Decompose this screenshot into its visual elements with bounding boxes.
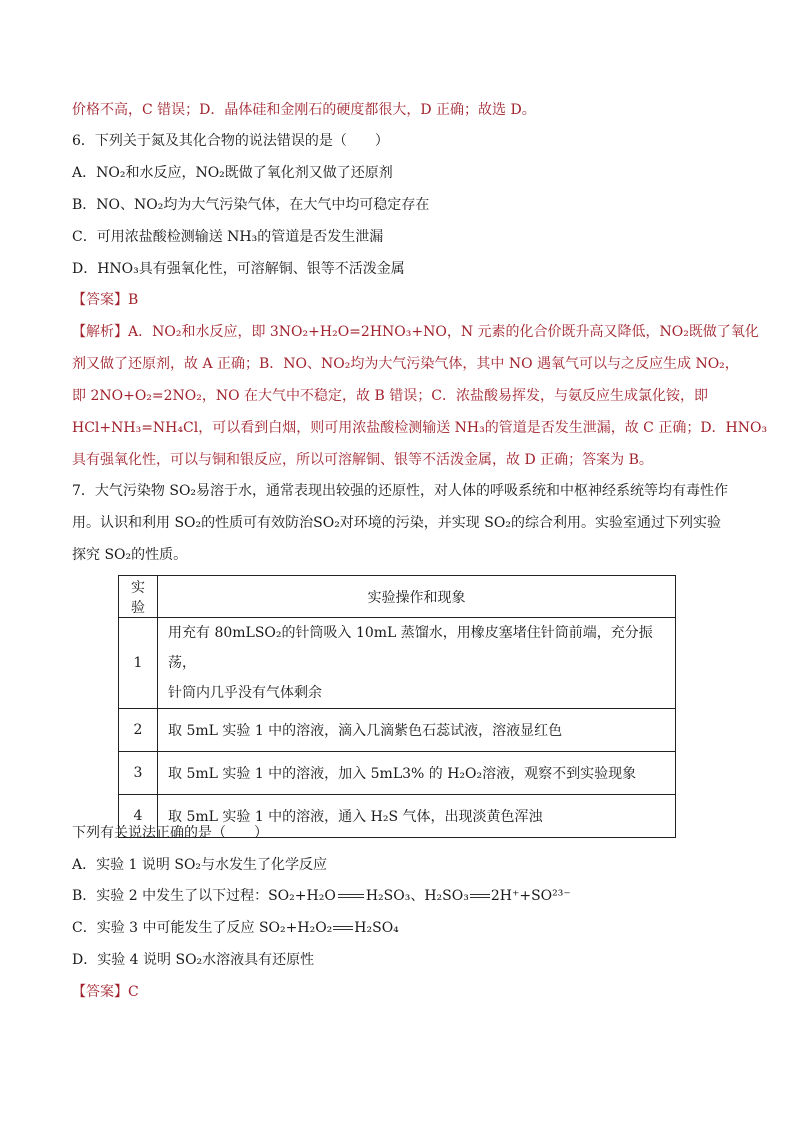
- q7-option-c: C．实验 3 中可能发生了反应 SO₂+H₂O₂ H₂SO₄: [72, 920, 399, 936]
- q6-analysis-line-3: 即 2NO+O₂=2NO₂，NO 在大气中不稳定，故 B 错误；C．浓盐酸易挥发，与氨反应生成氯化铵，即: [72, 388, 708, 404]
- q6-analysis-line-5: 具有强氧化性，可以与铜和银反应，所以可溶解铜、银等不活泼金属，故 D 正确；答案为 B。: [72, 452, 653, 468]
- q6-option-d: D．HNO₃具有强氧化性，可溶解铜、银等不活泼金属: [72, 261, 405, 277]
- answer-value: B: [128, 292, 139, 308]
- q6-option-b: B．NO、NO₂均为大气污染气体，在大气中均可稳定存在: [72, 197, 430, 213]
- q7-stem-line-3: 探究 SO₂的性质。: [72, 547, 188, 563]
- row-number: 2: [119, 709, 158, 752]
- q7-stem-line-2: 用。认识和利用 SO₂的性质可有效防治SO₂对环境的污染，并实现 SO₂的综合利用。实验室通过下列实验: [72, 515, 721, 531]
- q6-stem: 6．下列关于氮及其化合物的说法错误的是（ ）: [72, 133, 389, 149]
- q7-option-d: D．实验 4 说明 SO₂水溶液具有还原性: [72, 952, 315, 968]
- header-experiment: 实验: [119, 576, 158, 618]
- q6-analysis-line-1: 【解析】A．NO₂和水反应，即 3NO₂+H₂O=2HNO₃+NO，N 元素的化合价既升高又降低，NO₂既做了氧化: [72, 324, 759, 340]
- answer-value: C: [128, 984, 139, 1000]
- experiment-table: [118, 575, 676, 838]
- header-operation: 实验操作和现象: [158, 576, 676, 618]
- analysis-label: 【解析】: [72, 324, 128, 340]
- q7-question: 下列有关说法正确的是（ ）: [72, 825, 268, 841]
- answer-label: 【答案】: [72, 984, 128, 1000]
- q7-option-b: B．实验 2 中发生了以下过程：SO₂+H₂O H₂SO₃、H₂SO₃ 2H⁺+SO²³⁻: [72, 888, 571, 904]
- row-text: 用充有 80mLSO₂的针筒吸入 10mL 蒸馏水，用橡皮塞堵住针筒前端，充分振荡， 针筒内几乎没有气体剩余: [158, 618, 676, 709]
- q7-option-a: A．实验 1 说明 SO₂与水发生了化学反应: [72, 857, 328, 873]
- row-number: 4: [119, 795, 158, 838]
- q7-stem-line-1: 7．大气污染物 SO₂易溶于水，通常表现出较强的还原性，对人体的呼吸系统和中枢神经系统等均有毒性作: [72, 483, 729, 499]
- q6-analysis-line-4: HCl+NH₃=NH₄Cl，可以看到白烟，则可用浓盐酸检测输送 NH₃的管道是否发生泄漏，故 C 正确；D．HNO₃: [72, 420, 768, 436]
- q6-option-c: C．可用浓盐酸检测输送 NH₃的管道是否发生泄漏: [72, 229, 384, 245]
- q6-analysis-line-2: 剂又做了还原剂，故 A 正确；B．NO、NO₂均为大气污染气体，其中 NO 遇氧气可以与之反应生成 NO₂，: [72, 356, 739, 372]
- row-text: 取 5mL 实验 1 中的溶液，滴入几滴紫色石蕊试液，溶液显红色: [158, 709, 676, 752]
- q6-option-a: A．NO₂和水反应，NO₂既做了氧化剂又做了还原剂: [72, 165, 393, 181]
- table-row: [119, 709, 676, 752]
- reversible-arrow: [338, 894, 364, 898]
- equals-sign: [470, 894, 490, 898]
- answer-label: 【答案】: [72, 292, 128, 308]
- table-row: [119, 752, 676, 795]
- q6-answer: [72, 290, 138, 310]
- table-header-row: [119, 576, 676, 618]
- table-row: [119, 618, 676, 709]
- equals-sign: [333, 926, 353, 930]
- continued-analysis-line: 价格不高，C 错误；D．晶体硅和金刚石的硬度都很大，D 正确；故选 D。: [72, 102, 536, 118]
- row-number: 1: [119, 618, 158, 709]
- row-text: 取 5mL 实验 1 中的溶液，通入 H₂S 气体，出现淡黄色浑浊: [158, 795, 676, 838]
- row-text: 取 5mL 实验 1 中的溶液，加入 5mL3% 的 H₂O₂溶液，观察不到实验现象: [158, 752, 676, 795]
- row-number: 3: [119, 752, 158, 795]
- q7-answer: [72, 982, 139, 1002]
